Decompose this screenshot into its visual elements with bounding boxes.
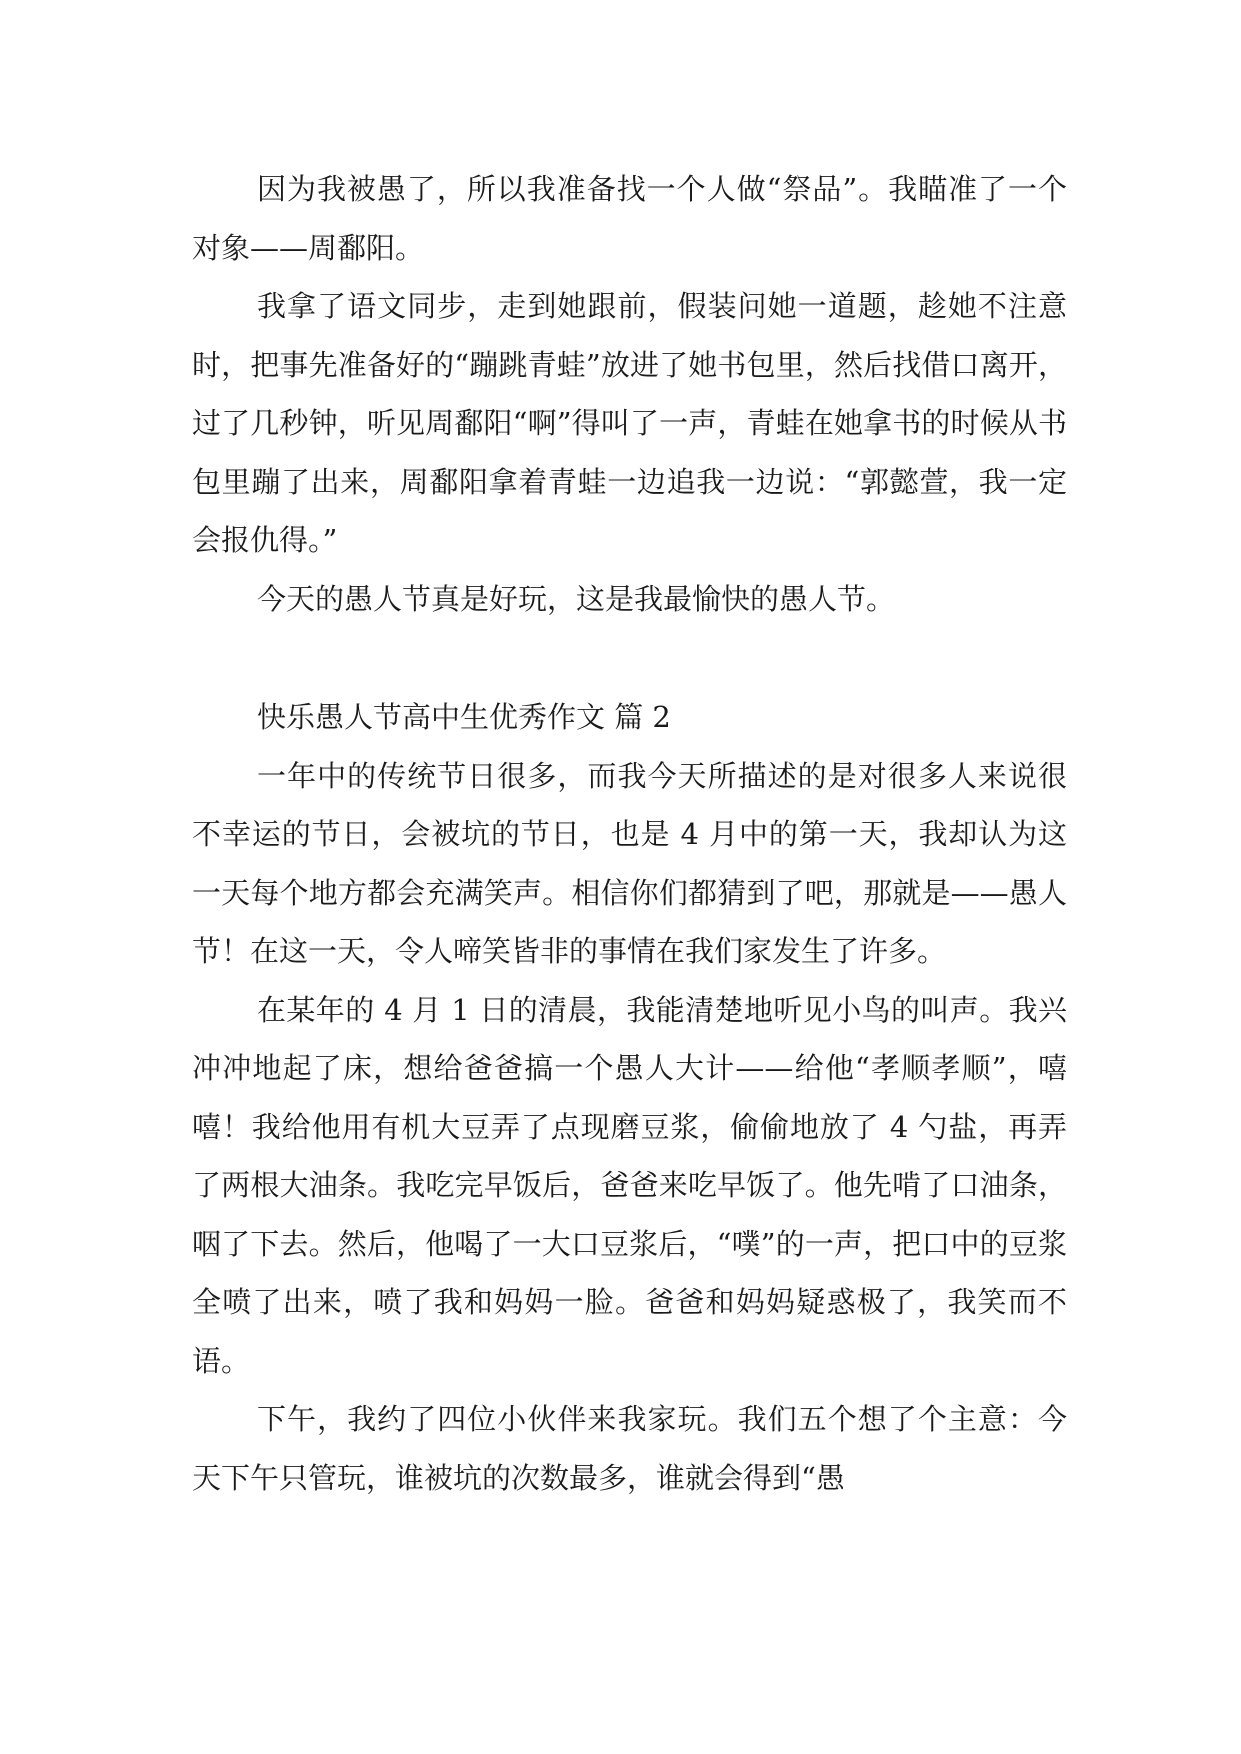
paragraph-2: 我拿了语文同步，走到她跟前，假装问她一道题，趁她不注意时，把事先准备好的“蹦跳青蛙”放进了她书包里，然后找借口离开，过了几秒钟，听见周鄱阳“啊”得叫了一声，青蛙在她拿书的时候从书包里蹦了出来，周鄱阳拿着青蛙一边追我一边说：“郭懿萱，我一定会报仇得。” — [192, 289, 1067, 557]
paragraph-5: 在某年的 4 月 1 日的清晨，我能清楚地听见小鸟的叫声。我兴冲冲地起了床，想给爸爸搞一个愚人大计——给他“孝顺孝顺”，嘻嘻！我给他用有机大豆弄了点现磨豆浆，偷偷地放了 4 勺盐，再弄了两根大油条。我吃完早饭后，爸爸来吃早饭了。他先啃了口油条，咽了下去。然后，他喝了一大口豆浆后，“噗”的一声，把口中的豆浆全喷了出来，喷了我和妈妈一脸。爸爸和妈妈疑惑极了，我笑而不语。 — [192, 992, 1067, 1378]
essay-section-1 — [192, 160, 1067, 628]
paragraph-6: 下午，我约了四位小伙伴来我家玩。我们五个想了个主意：今天下午只管玩，谁被坑的次数最多，谁就会得到“愚 — [192, 1402, 1067, 1495]
paragraph-4: 一年中的传统节日很多，而我今天所描述的是对很多人来说很不幸运的节日，会被坑的节日，也是 4 月中的第一天，我却认为这一天每个地方都会充满笑声。相信你们都猜到了吧，那就是——愚人节！在这一天，令人啼笑皆非的事情在我们家发生了许多。 — [192, 758, 1067, 968]
paragraph-3: 今天的愚人节真是好玩，这是我最愉快的愚人节。 — [257, 581, 896, 616]
paragraph-1: 因为我被愚了，所以我准备找一个人做“祭品”。我瞄准了一个对象——周鄱阳。 — [192, 172, 1067, 265]
essay-section-2 — [192, 688, 1067, 1507]
essay-heading: 快乐愚人节高中生优秀作文 篇 2 — [257, 700, 671, 734]
